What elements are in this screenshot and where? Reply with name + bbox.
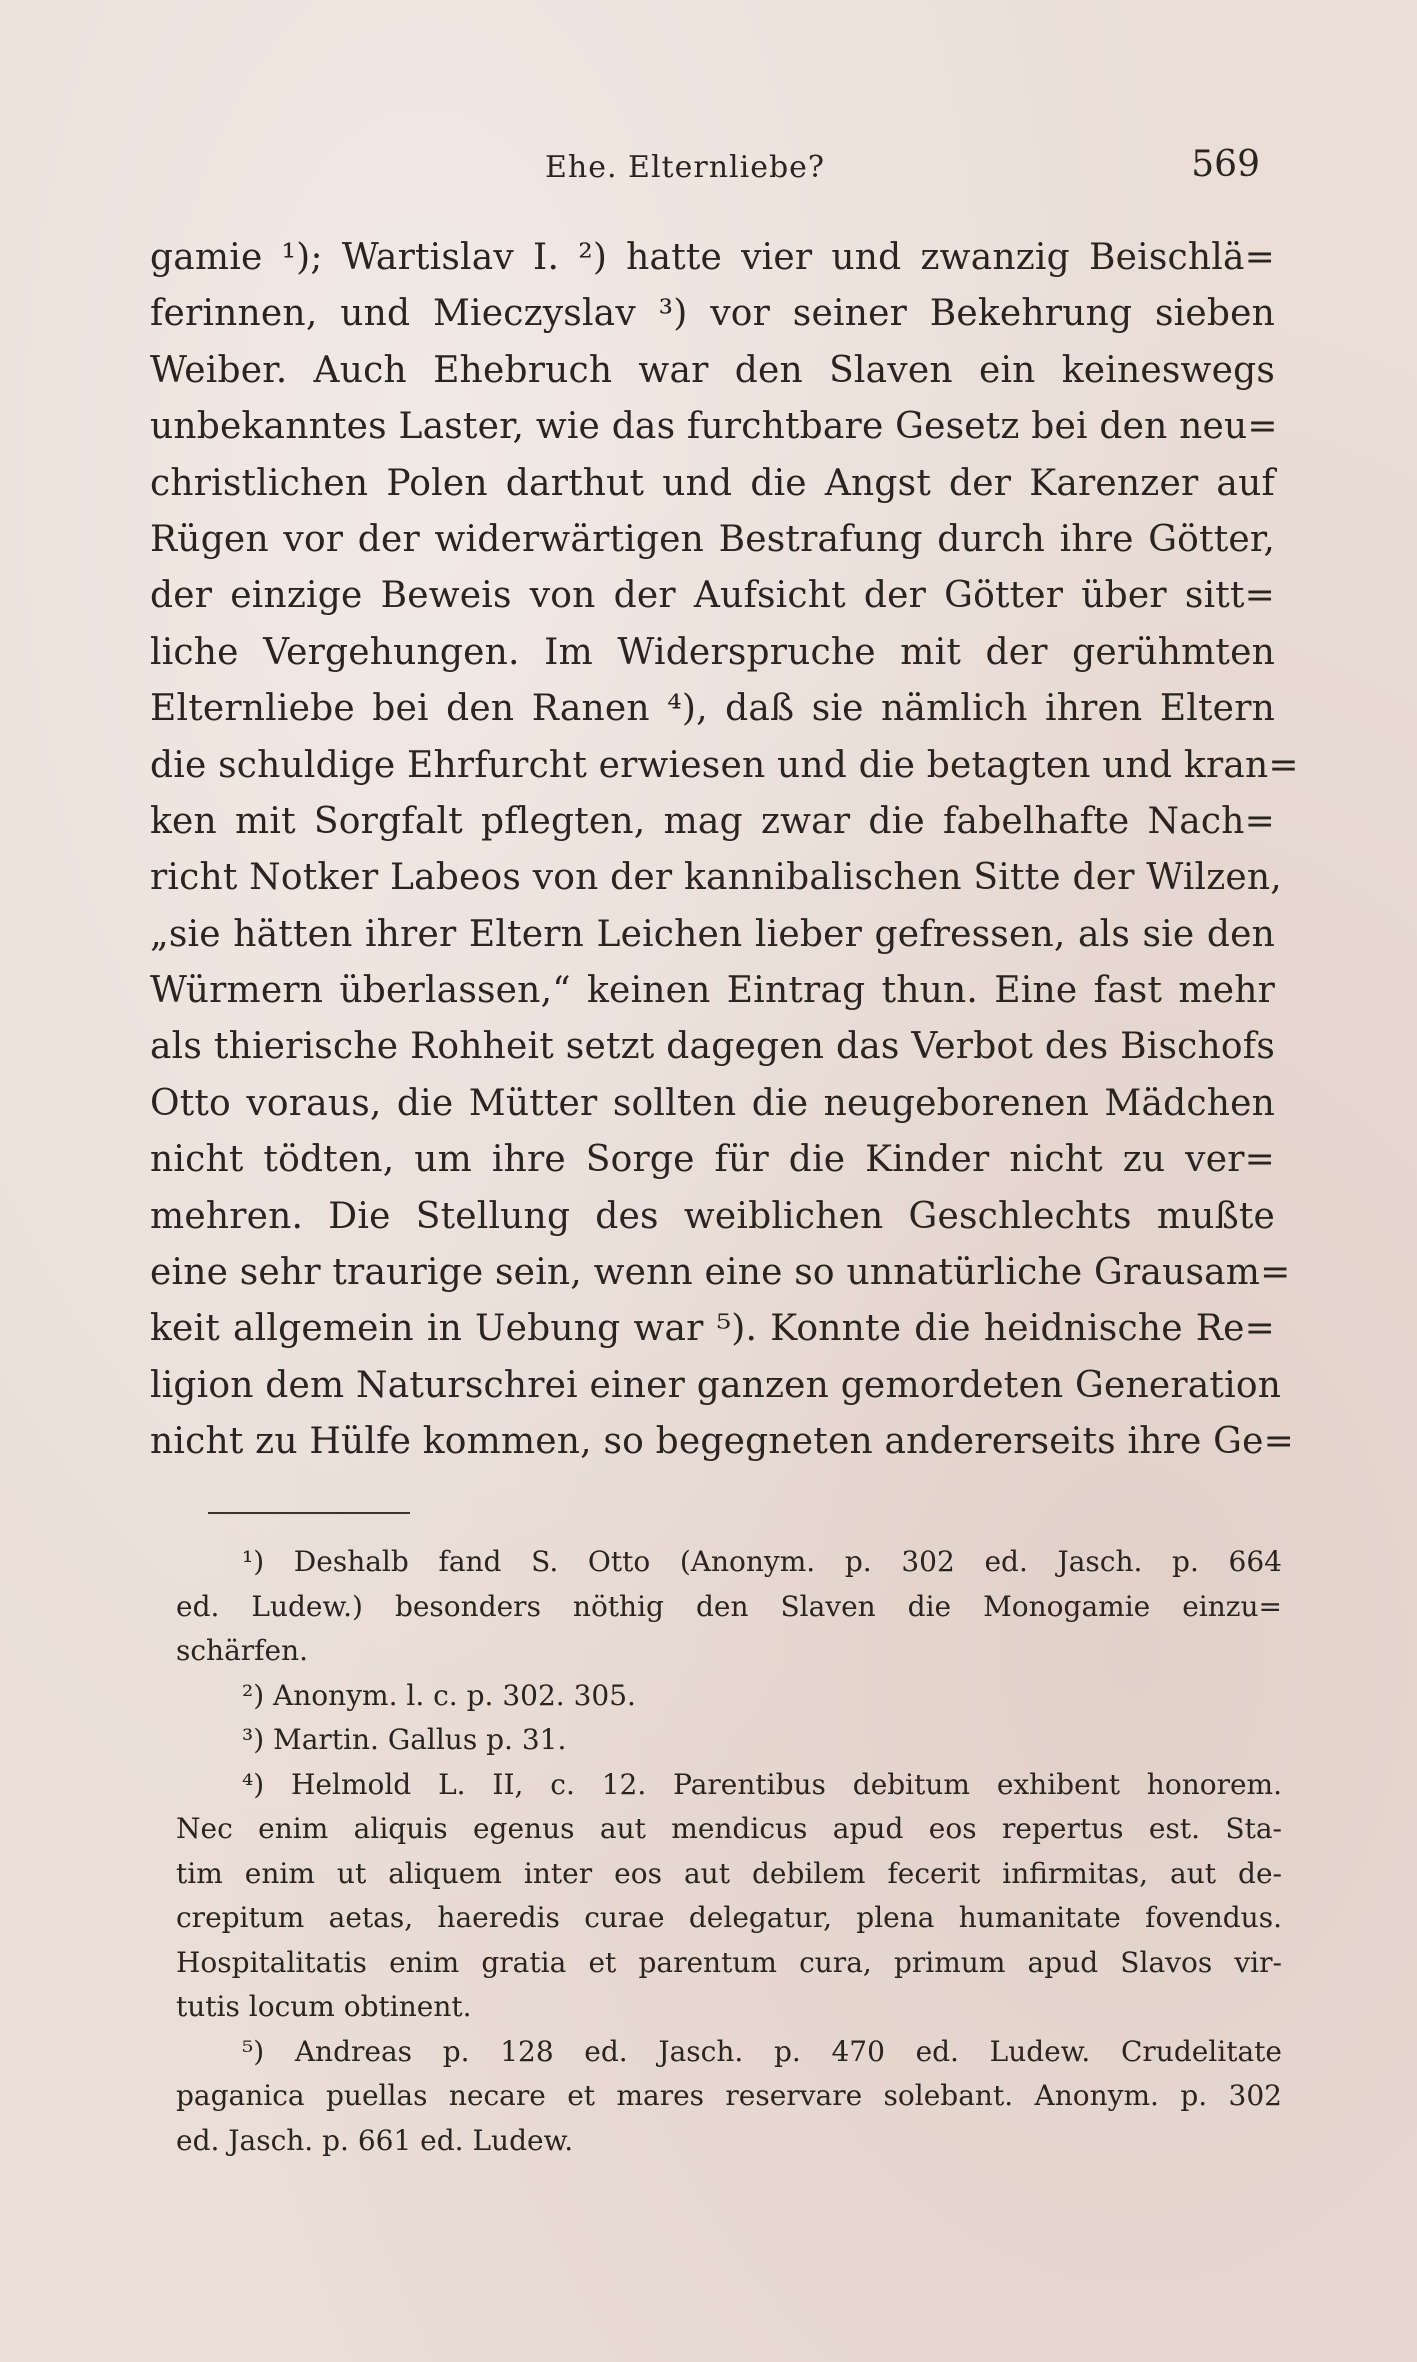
footnote-line: ¹) Deshalb fand S. Otto (Anonym. p. 302 ed. Jasch. p. 664 (242, 1545, 1282, 1578)
text-line: die schuldige Ehrfurcht erwiesen und die betagten und kran= (150, 744, 1299, 786)
text-line: unbekanntes Laster, wie das furchtbare Gesetz bei den neu= (150, 406, 1278, 448)
text-line: „sie hätten ihrer Eltern Leichen lieber gefressen, als sie den (150, 913, 1275, 955)
text-line: gamie ¹); Wartislav I. ²) hatte vier und zwanzig Beischlä= (150, 237, 1275, 278)
running-head: Ehe. Elternliebe? (545, 150, 825, 185)
footnote-line: schärfen. (176, 1634, 309, 1667)
footnotes-block (176, 1540, 1282, 2163)
footnote-line: Nec enim aliquis egenus aut mendicus apud eos repertus est. Sta- (176, 1812, 1282, 1845)
footnote-line: ⁴) Helmold L. II, c. 12. Parentibus debitum exhibent honorem. (242, 1767, 1282, 1801)
text-line: mehren. Die Stellung des weiblichen Geschlechts mußte (150, 1195, 1275, 1237)
footnote-line: ²) Anonym. l. c. p. 302. 305. (242, 1678, 636, 1712)
footnote-line: tutis locum obtinent. (176, 1990, 472, 2023)
text-line: nicht tödten, um ihre Sorge für die Kinder nicht zu ver= (150, 1139, 1275, 1181)
text-line: ligion dem Naturschrei einer ganzen gemordeten Generation (150, 1364, 1282, 1406)
text-line: ken mit Sorgfalt pflegten, mag zwar die fabelhafte Nach= (150, 800, 1275, 842)
text-line: als thierische Rohheit setzt dagegen das Verbot des Bischofs (150, 1026, 1275, 1068)
text-line: der einzige Beweis von der Aufsicht der Götter über sitt= (150, 575, 1275, 617)
text-line: richt Notker Labeos von der kannibalischen Sitte der Wilzen, (150, 857, 1282, 899)
text-line: ferinnen, und Mieczyslav ³) vor seiner Bekehrung sieben (150, 293, 1275, 335)
footnote-line: paganica puellas necare et mares reservare solebant. Anonym. p. 302 (176, 2079, 1282, 2112)
text-line: keit allgemein in Uebung war ⁵). Konnte die heidnische Re= (150, 1308, 1275, 1350)
text-line: Elternliebe bei den Ranen ⁴), daß sie nämlich ihren Eltern (150, 688, 1275, 730)
footnote-line: Hospitalitatis enim gratia et parentum cura, primum apud Slavos vir- (176, 1945, 1282, 1979)
text-line: Würmern überlassen,“ keinen Eintrag thun. Eine fast mehr (150, 970, 1275, 1012)
text-line: Weiber. Auch Ehebruch war den Slaven ein keineswegs (150, 349, 1275, 391)
footnote-separator-rule (208, 1512, 410, 1514)
footnote-line: ed. Jasch. p. 661 ed. Ludew. (176, 2123, 574, 2157)
text-line: Otto voraus, die Mütter sollten die neugeborenen Mädchen (150, 1082, 1275, 1124)
footnote-line: ed. Ludew.) besonders nöthig den Slaven die Monogamie einzu= (176, 1589, 1282, 1623)
page-number: 569 (1191, 144, 1260, 185)
footnote-line: tim enim ut aliquem inter eos aut debilem fecerit infirmitas, aut de- (176, 1856, 1282, 1890)
text-line: eine sehr traurige sein, wenn eine so unnatürliche Grausam= (150, 1252, 1291, 1294)
page-header (150, 144, 1260, 200)
text-line: liche Vergehungen. Im Widerspruche mit der gerühmten (150, 631, 1275, 673)
text-line: christlichen Polen darthut und die Angst der Karenzer auf (150, 462, 1275, 504)
text-line: nicht zu Hülfe kommen, so begegneten andererseits ihre Ge= (150, 1421, 1294, 1463)
footnote-line: ⁵) Andreas p. 128 ed. Jasch. p. 470 ed. Ludew. Crudelitate (242, 2034, 1282, 2068)
footnote-line: crepitum aetas, haeredis curae delegatur, plena humanitate fovendus. (176, 1901, 1282, 1934)
text-line: Rügen vor der widerwärtigen Bestrafung durch ihre Götter, (150, 518, 1275, 560)
main-text-block (150, 230, 1299, 1471)
footnote-line: ³) Martin. Gallus p. 31. (242, 1723, 567, 1756)
